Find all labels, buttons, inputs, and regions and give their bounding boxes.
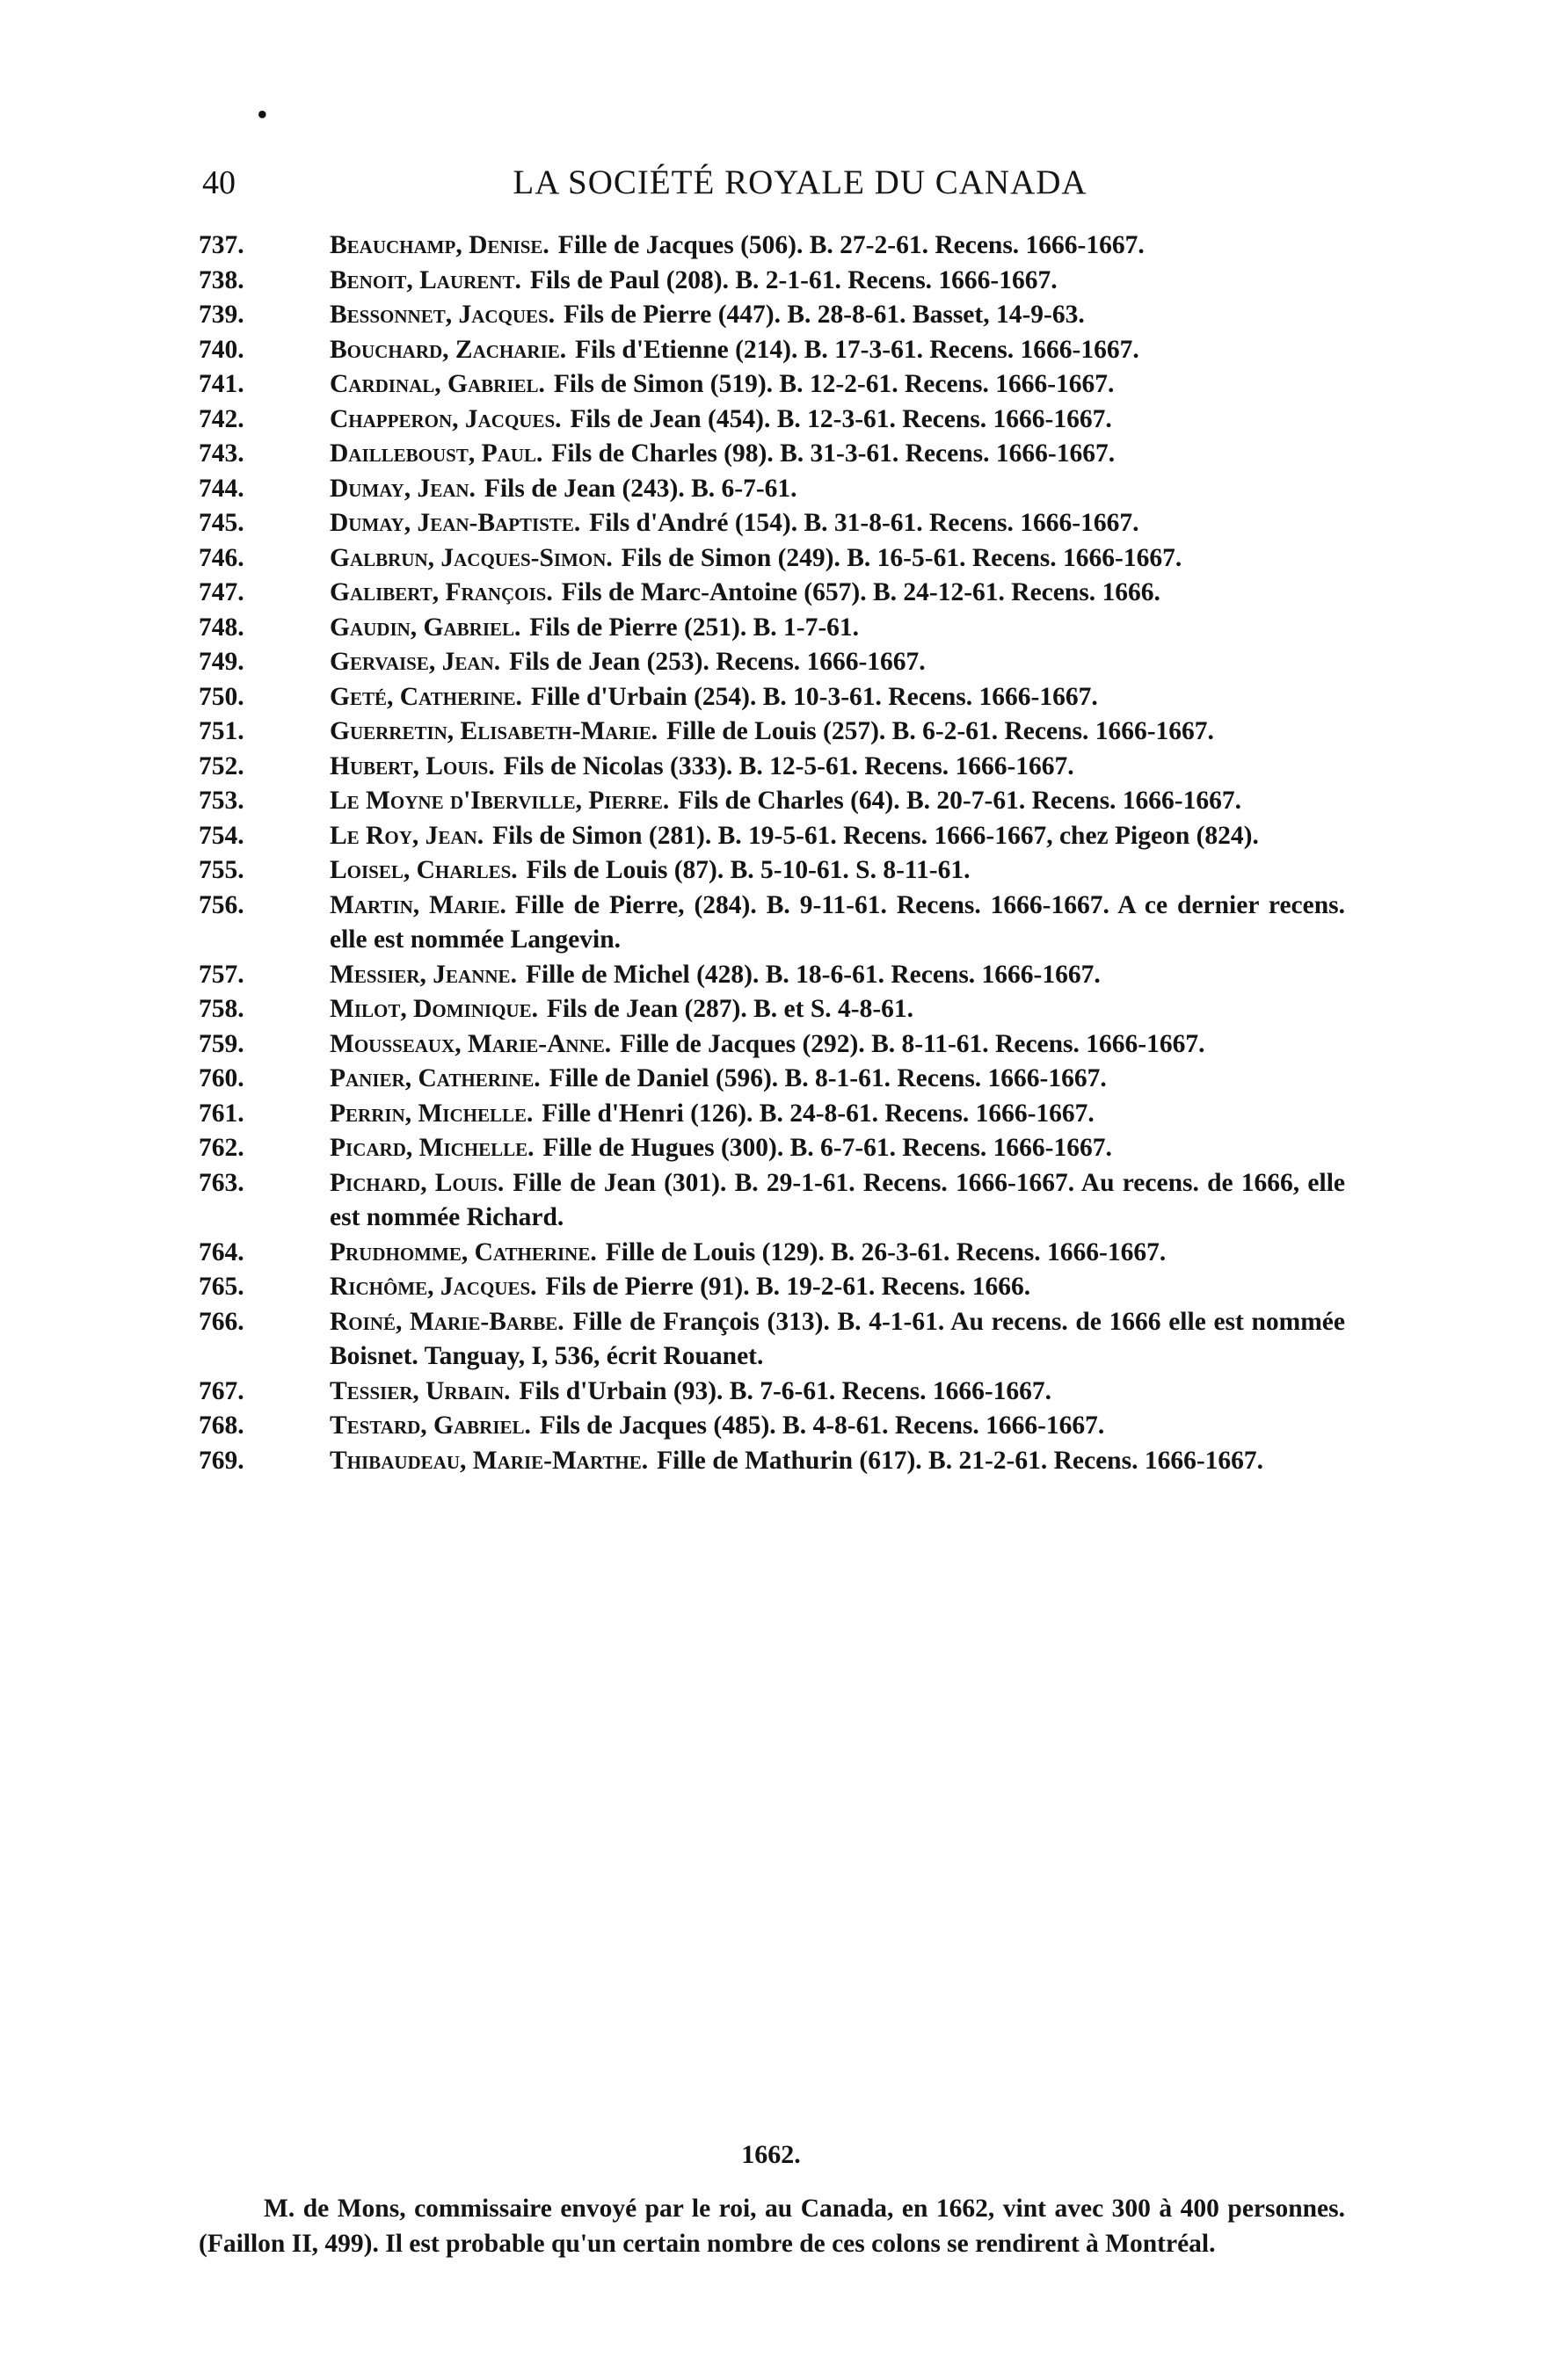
list-item — [199, 437, 1345, 472]
list-item — [199, 992, 1345, 1027]
entry-text: Fille d'Urbain (254). B. 10-3-61. Recens. 1666-1667. — [530, 682, 1098, 711]
entry-text: Fils de Charles (98). B. 31-3-61. Recens. 1666-1667. — [551, 439, 1116, 468]
entry-number: 744. — [199, 474, 244, 503]
list-item — [199, 472, 1345, 507]
entry-name: Picard, Michelle. — [330, 1134, 535, 1162]
list-item — [199, 541, 1345, 577]
entry-name: Hubert, Louis. — [330, 751, 495, 780]
entry-number: 761. — [199, 1099, 244, 1128]
entry-text: Fille de Daniel (596). B. 8-1-61. Recens. 1666-1667. — [549, 1064, 1107, 1092]
entry-number: 758. — [199, 995, 244, 1023]
entry-text: Fils d'Etienne (214). B. 17-3-61. Recens. 1666-1667. — [575, 335, 1139, 364]
section-paragraph: M. de Mons, commissaire envoyé par le roi, au Canada, en 1662, vint avec 300 à 400 personnes. (Faillon II, 499). Il est probable qu'un certain nombre de ces colons se rendirent à Montréal. — [199, 2195, 1345, 2258]
entry-number: 757. — [199, 960, 244, 989]
entry-list — [199, 229, 1345, 1478]
list-item — [199, 1166, 1345, 1236]
entry-text: Fils de Simon (519). B. 12-2-61. Recens. 1666-1667. — [553, 370, 1115, 398]
entry-name: Mousseaux, Marie-Anne. — [330, 1029, 612, 1058]
list-item — [199, 1027, 1345, 1063]
list-item — [199, 333, 1345, 368]
entry-text: Fils de Jacques (485). B. 4-8-61. Recens. 1666-1667. — [539, 1411, 1105, 1440]
entry-text: Fille de Mathurin (617). B. 21-2-61. Recens. 1666-1667. — [657, 1446, 1264, 1475]
entry-number: 759. — [199, 1029, 244, 1058]
entry-name: Prudhomme, Catherine. — [330, 1237, 597, 1266]
entry-text: Fils de Jean (454). B. 12-3-61. Recens. 1666-1667. — [570, 404, 1112, 433]
entry-number: 754. — [199, 821, 244, 850]
entry-text: Fils d'Urbain (93). B. 7-6-61. Recens. 1666-1667. — [519, 1376, 1052, 1405]
list-item — [199, 1409, 1345, 1444]
list-item — [199, 1131, 1345, 1166]
list-item — [199, 298, 1345, 333]
entry-name: Perrin, Michelle. — [330, 1099, 534, 1128]
entry-text: Fille de Hugues (300). B. 6-7-61. Recens. 1666-1667. — [542, 1134, 1112, 1162]
entry-text: Fille de Michel (428). B. 18-6-61. Recens. 1666-1667. — [525, 960, 1101, 989]
list-item — [199, 1270, 1345, 1305]
year-heading: 1662. — [741, 2140, 801, 2169]
entry-name: Milot, Dominique. — [330, 995, 538, 1023]
list-item — [199, 680, 1345, 715]
list-item — [199, 1444, 1345, 1479]
entry-number: 740. — [199, 335, 244, 364]
entry-text: Fille de Jacques (292). B. 8-11-61. Recens. 1666-1667. — [620, 1029, 1205, 1058]
entry-number: 764. — [199, 1237, 244, 1266]
list-item — [199, 403, 1345, 438]
entry-name: Roiné, Marie-Barbe. — [330, 1307, 564, 1336]
entry-name: Galibert, François. — [330, 578, 553, 606]
entry-number: 741. — [199, 370, 244, 398]
entry-text: Fils de Marc-Antoine (657). B. 24-12-61. Recens. 1666. — [561, 578, 1160, 606]
entry-number: 749. — [199, 648, 244, 676]
entry-text: Fils de Nicolas (333). B. 12-5-61. Recens. 1666-1667. — [503, 751, 1074, 780]
entry-text: Fils de Pierre (91). B. 19-2-61. Recens. 1666. — [545, 1273, 1031, 1301]
list-item — [199, 367, 1345, 403]
entry-text: Fils de Jean (243). B. 6-7-61. — [484, 474, 797, 503]
entry-number: 738. — [199, 265, 244, 294]
list-item — [199, 1097, 1345, 1132]
entry-name: Messier, Jeanne. — [330, 960, 517, 989]
printed-dot-mark: • — [257, 97, 268, 132]
entry-name: Cardinal, Gabriel. — [330, 370, 545, 398]
entry-number: 756. — [199, 890, 244, 919]
entry-name: Dailleboust, Paul. — [330, 439, 543, 468]
entry-text: Fille de François (313). B. 4-1-61. Au recens. de 1666 elle est nommée Boisnet. Tanguay, I, 536, écrit Rouanet. — [330, 1307, 1345, 1370]
entry-text: Fils de Simon (281). B. 19-5-61. Recens. 1666-1667, chez Pigeon (824). — [492, 821, 1259, 850]
list-item — [199, 1236, 1345, 1271]
entry-text: Fille d'Henri (126). B. 24-8-61. Recens. 1666-1667. — [542, 1099, 1095, 1128]
entry-name: Le Roy, Jean. — [330, 821, 484, 850]
list-item — [199, 229, 1345, 264]
entry-number: 768. — [199, 1411, 244, 1440]
entry-text: Fils de Pierre (251). B. 1-7-61. — [529, 613, 860, 642]
entry-name: Chapperon, Jacques. — [330, 404, 562, 433]
entry-text: Fils de Pierre (447). B. 28-8-61. Basset, 14-9-63. — [564, 301, 1085, 329]
entry-name: Panier, Catherine. — [330, 1064, 541, 1092]
entry-number: 743. — [199, 439, 244, 468]
running-title: LA SOCIÉTÉ ROYALE DU CANADA — [513, 163, 1087, 201]
entry-name: Dumay, Jean-Baptiste. — [330, 509, 581, 537]
entry-number: 767. — [199, 1376, 244, 1405]
list-item — [199, 958, 1345, 993]
entry-number: 766. — [199, 1307, 244, 1336]
entry-name: Benoit, Laurent. — [330, 265, 521, 294]
entry-number: 748. — [199, 613, 244, 642]
entry-number: 769. — [199, 1446, 244, 1475]
entry-name: Dumay, Jean. — [330, 474, 476, 503]
entry-name: Beauchamp, Denise. — [330, 231, 549, 259]
page-number: 40 — [202, 164, 236, 201]
entry-number: 753. — [199, 787, 244, 815]
entry-number: 762. — [199, 1134, 244, 1162]
entry-number: 751. — [199, 717, 244, 745]
list-item — [199, 715, 1345, 750]
entry-number: 765. — [199, 1273, 244, 1301]
entry-name: Gervaise, Jean. — [330, 648, 501, 676]
entry-name: Testard, Gabriel. — [330, 1411, 531, 1440]
entry-number: 737. — [199, 231, 244, 259]
list-item — [199, 645, 1345, 680]
entry-name: Bessonnet, Jacques. — [330, 301, 556, 329]
entry-number: 747. — [199, 578, 244, 606]
list-item — [199, 750, 1345, 785]
list-item — [199, 264, 1345, 299]
entry-name: Guerretin, Elisabeth-Marie. — [330, 717, 658, 745]
entry-text: Fille de Louis (129). B. 26-3-61. Recens. 1666-1667. — [605, 1237, 1167, 1266]
list-item — [199, 576, 1345, 611]
entry-number: 746. — [199, 543, 244, 572]
entry-text: Fils de Paul (208). B. 2-1-61. Recens. 1666-1667. — [529, 265, 1058, 294]
page-header — [202, 156, 1345, 209]
entry-name: Gaudin, Gabriel. — [330, 613, 521, 642]
list-item — [199, 1375, 1345, 1410]
entry-number: 750. — [199, 682, 244, 711]
entry-number: 742. — [199, 404, 244, 433]
list-item — [199, 889, 1345, 958]
entry-text: Fille de Jean (301). B. 29-1-61. Recens. 1666-1667. Au recens. de 1666, elle est nommée Richard. — [330, 1168, 1345, 1231]
entry-text: Fille de Louis (257). B. 6-2-61. Recens. 1666-1667. — [666, 717, 1214, 745]
entry-text: Fils de Jean (287). B. et S. 4-8-61. — [546, 995, 914, 1023]
entry-number: 739. — [199, 301, 244, 329]
entry-text: Fils de Simon (249). B. 16-5-61. Recens. 1666-1667. — [621, 543, 1182, 572]
list-item — [199, 506, 1345, 541]
list-item — [199, 784, 1345, 819]
entry-text: Fille de Jacques (506). B. 27-2-61. Recens. 1666-1667. — [557, 231, 1145, 259]
entry-number: 755. — [199, 856, 244, 884]
list-item — [199, 853, 1345, 889]
entry-name: Richôme, Jacques. — [330, 1273, 537, 1301]
entry-name: Geté, Catherine. — [330, 682, 522, 711]
entry-text: Fils de Jean (253). Recens. 1666-1667. — [509, 648, 926, 676]
entry-name: Thibaudeau, Marie-Marthe. — [330, 1446, 649, 1475]
entry-name: Loisel, Charles. — [330, 856, 518, 884]
list-item — [199, 1062, 1345, 1097]
entry-number: 763. — [199, 1168, 244, 1197]
entry-number: 752. — [199, 751, 244, 780]
list-item — [199, 819, 1345, 854]
entry-name: Pichard, Louis. — [330, 1168, 505, 1197]
entry-text: Fils d'André (154). B. 31-8-61. Recens. 1666-1667. — [589, 509, 1139, 537]
entry-name: Bouchard, Zacharie. — [330, 335, 567, 364]
entry-text: Fils de Charles (64). B. 20-7-61. Recens. 1666-1667. — [678, 787, 1241, 815]
entry-name: Martin, Marie. — [330, 890, 506, 919]
entry-name: Galbrun, Jacques-Simon. — [330, 543, 613, 572]
entry-text: Fille de Pierre, (284). B. 9-11-61. Recens. 1666-1667. A ce dernier recens. elle est nommée Langevin. — [330, 890, 1345, 954]
entry-number: 745. — [199, 509, 244, 537]
list-item — [199, 1305, 1345, 1375]
entry-name: Le Moyne d'Iberville, Pierre. — [330, 787, 670, 815]
entry-name: Tessier, Urbain. — [330, 1376, 511, 1405]
entry-number: 760. — [199, 1064, 244, 1092]
list-item — [199, 611, 1345, 646]
entry-text: Fils de Louis (87). B. 5-10-61. S. 8-11-61. — [526, 856, 971, 884]
